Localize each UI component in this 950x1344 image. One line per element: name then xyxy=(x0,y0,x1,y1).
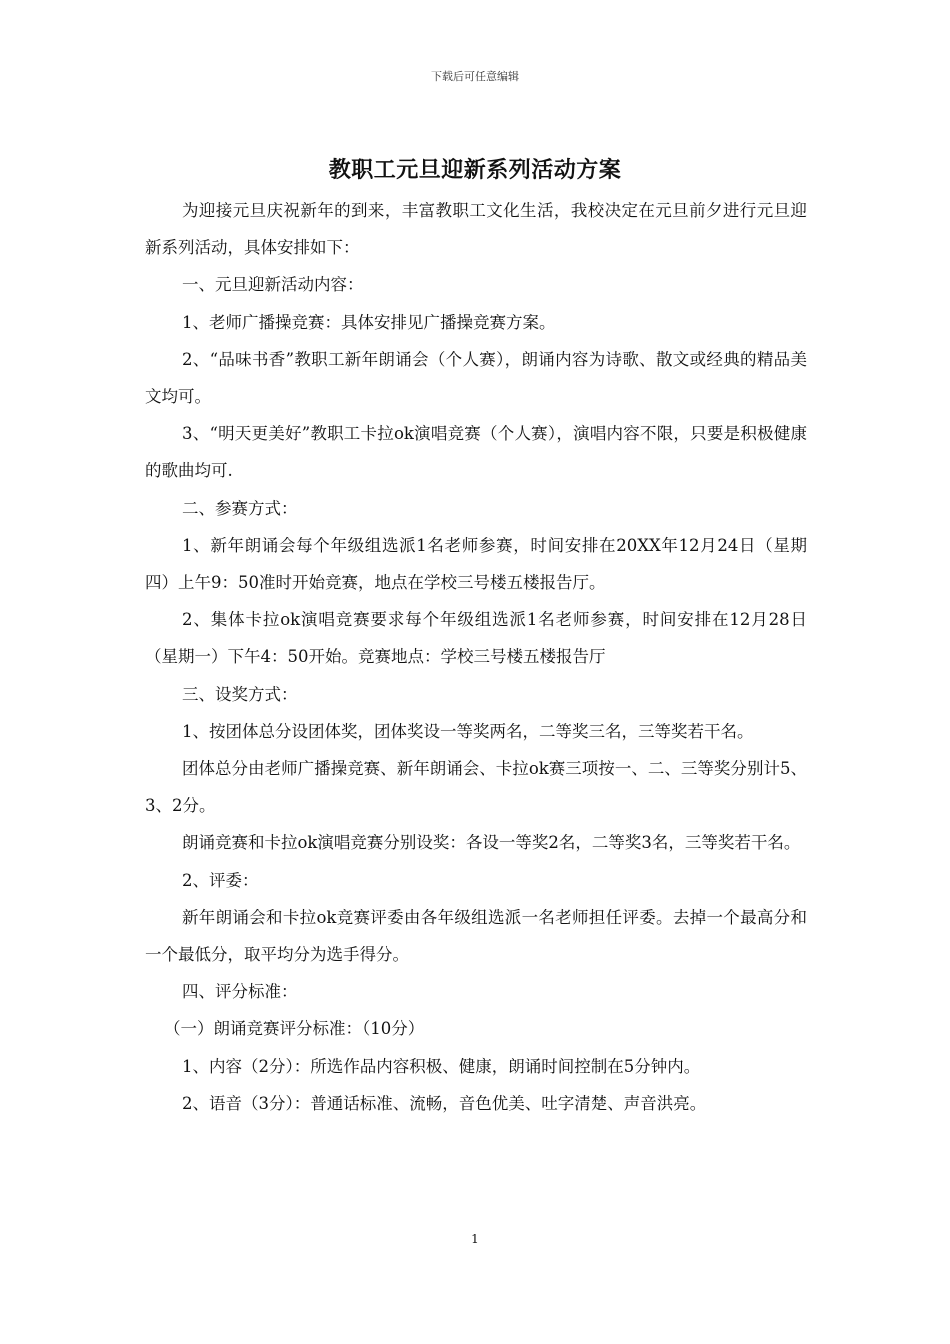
list-item: 3、“明天更美好”教职工卡拉ok演唱竞赛（个人赛），演唱内容不限，只要是积极健康的歌曲均可. xyxy=(145,424,807,481)
section-heading-participation: 二、参赛方式： xyxy=(182,498,298,518)
body-paragraph: 新年朗诵会和卡拉ok竞赛评委由各年级组选派一名老师担任评委。去掉一个最高分和一个最低分，取平均分为选手得分。 xyxy=(145,907,807,965)
page-number: 1 xyxy=(471,1232,479,1246)
list-item: 2、语音（3分）：普通话标准、流畅，音色优美、吐字清楚、声音洪亮。 xyxy=(182,1093,707,1113)
section-heading-content: 一、元旦迎新活动内容： xyxy=(182,275,364,295)
list-item: 1、老师广播操竞赛：具体安排见广播操竞赛方案。 xyxy=(182,312,556,332)
document-body xyxy=(145,192,807,1122)
header-note: 下载后可任意编辑 xyxy=(431,70,519,83)
section-heading-scoring: 四、评分标准： xyxy=(182,982,298,1002)
list-item: 2、集体卡拉ok演唱竞赛要求每个年级组选派1名老师参赛，时间安排在12月28日（星期一）下午4：50开始。竞赛地点：学校三号楼五楼报告厅 xyxy=(145,610,807,667)
body-paragraph: 团体总分由老师广播操竞赛、新年朗诵会、卡拉ok赛三项按一、二、三等奖分别计5、3、2分。 xyxy=(145,759,807,816)
list-item: 1、新年朗诵会每个年级组选派1名老师参赛，时间安排在20XX年12月24日（星期四）上午9：50准时开始竞赛，地点在学校三号楼五楼报告厅。 xyxy=(145,535,807,593)
intro-paragraph: 为迎接元旦庆祝新年的到来，丰富教职工文化生活，我校决定在元旦前夕进行元旦迎新系列活动，具体安排如下： xyxy=(145,201,807,258)
document-title: 教职工元旦迎新系列活动方案 xyxy=(328,158,622,183)
list-item: 1、按团体总分设团体奖，团体奖设一等奖两名，二等奖三名，三等奖若干名。 xyxy=(182,721,754,741)
body-paragraph: 朗诵竞赛和卡拉ok演唱竞赛分别设奖：各设一等奖2名，二等奖3名，三等奖若干名。 xyxy=(182,833,801,853)
list-item: 1、内容（2分）：所选作品内容积极、健康，朗诵时间控制在5分钟内。 xyxy=(182,1056,701,1076)
list-item: 2、“品味书香”教职工新年朗诵会（个人赛），朗诵内容为诗歌、散文或经典的精品美文均可。 xyxy=(145,349,807,407)
subsection-heading: （一）朗诵竞赛评分标准：（10分） xyxy=(164,1019,425,1039)
section-heading-awards: 三、设奖方式： xyxy=(182,684,298,704)
list-item: 2、评委： xyxy=(182,870,259,890)
